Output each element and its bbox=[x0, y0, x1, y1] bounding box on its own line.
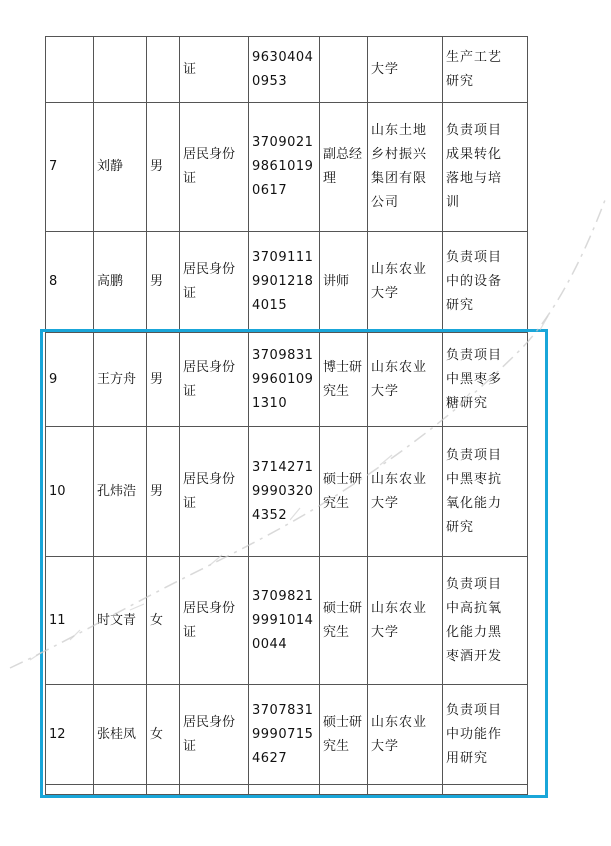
responsibility: 负责项目 中黑枣多 糖研究 bbox=[443, 333, 528, 427]
organization: 山东农业 大学 bbox=[368, 232, 443, 333]
table-row bbox=[46, 232, 528, 333]
id-number: 9630404 0953 bbox=[249, 37, 320, 103]
gender: 女 bbox=[147, 557, 180, 685]
gender: 男 bbox=[147, 232, 180, 333]
person-name: 王方舟 bbox=[94, 333, 147, 427]
row-number: 9 bbox=[46, 333, 94, 427]
row-number: 8 bbox=[46, 232, 94, 333]
table-row bbox=[46, 37, 528, 103]
responsibility: 负责项目 中功能作 用研究 bbox=[443, 685, 528, 785]
id-number: 3709111 9901218 4015 bbox=[249, 232, 320, 333]
person-name: 刘静 bbox=[94, 103, 147, 232]
id-number: 3709821 9991014 0044 bbox=[249, 557, 320, 685]
person-name: 张桂凤 bbox=[94, 685, 147, 785]
id-type: 居民身份 证 bbox=[180, 685, 249, 785]
row-number: 12 bbox=[46, 685, 94, 785]
gender: 男 bbox=[147, 427, 180, 557]
id-number: 3714271 9990320 4352 bbox=[249, 427, 320, 557]
person-name: 孔炜浩 bbox=[94, 427, 147, 557]
id-type: 证 bbox=[180, 37, 249, 103]
id-type: 居民身份 证 bbox=[180, 232, 249, 333]
person-name: 高鹏 bbox=[94, 232, 147, 333]
id-type: 居民身份 证 bbox=[180, 557, 249, 685]
position: 硕士研 究生 bbox=[320, 427, 368, 557]
id-type: 居民身份 证 bbox=[180, 333, 249, 427]
person-name: 时文青 bbox=[94, 557, 147, 685]
responsibility: 负责项目 成果转化 落地与培 训 bbox=[443, 103, 528, 232]
id-number: 3709021 9861019 0617 bbox=[249, 103, 320, 232]
id-number: 3709831 9960109 1310 bbox=[249, 333, 320, 427]
organization: 山东农业 大学 bbox=[368, 557, 443, 685]
id-type: 居民身份 证 bbox=[180, 103, 249, 232]
organization: 大学 bbox=[368, 37, 443, 103]
row-number bbox=[46, 37, 94, 103]
position: 硕士研 究生 bbox=[320, 685, 368, 785]
gender: 女 bbox=[147, 685, 180, 785]
position: 讲师 bbox=[320, 232, 368, 333]
responsibility: 负责项目 中高抗氧 化能力黑 枣酒开发 bbox=[443, 557, 528, 685]
highlight-box bbox=[40, 329, 548, 798]
gender: 男 bbox=[147, 333, 180, 427]
position: 硕士研 究生 bbox=[320, 557, 368, 685]
row-number: 11 bbox=[46, 557, 94, 685]
responsibility: 生产工艺 研究 bbox=[443, 37, 528, 103]
position bbox=[320, 37, 368, 103]
gender: 男 bbox=[147, 103, 180, 232]
table-row bbox=[46, 103, 528, 232]
id-number: 3707831 9990715 4627 bbox=[249, 685, 320, 785]
position: 副总经 理 bbox=[320, 103, 368, 232]
person-name bbox=[94, 37, 147, 103]
id-type: 居民身份 证 bbox=[180, 427, 249, 557]
position: 博士研 究生 bbox=[320, 333, 368, 427]
row-number: 7 bbox=[46, 103, 94, 232]
row-number: 10 bbox=[46, 427, 94, 557]
organization: 山东土地 乡村振兴 集团有限 公司 bbox=[368, 103, 443, 232]
responsibility: 负责项目 中的设备 研究 bbox=[443, 232, 528, 333]
gender bbox=[147, 37, 180, 103]
organization: 山东农业 大学 bbox=[368, 333, 443, 427]
responsibility: 负责项目 中黑枣抗 氧化能力 研究 bbox=[443, 427, 528, 557]
organization: 山东农业 大学 bbox=[368, 685, 443, 785]
organization: 山东农业 大学 bbox=[368, 427, 443, 557]
